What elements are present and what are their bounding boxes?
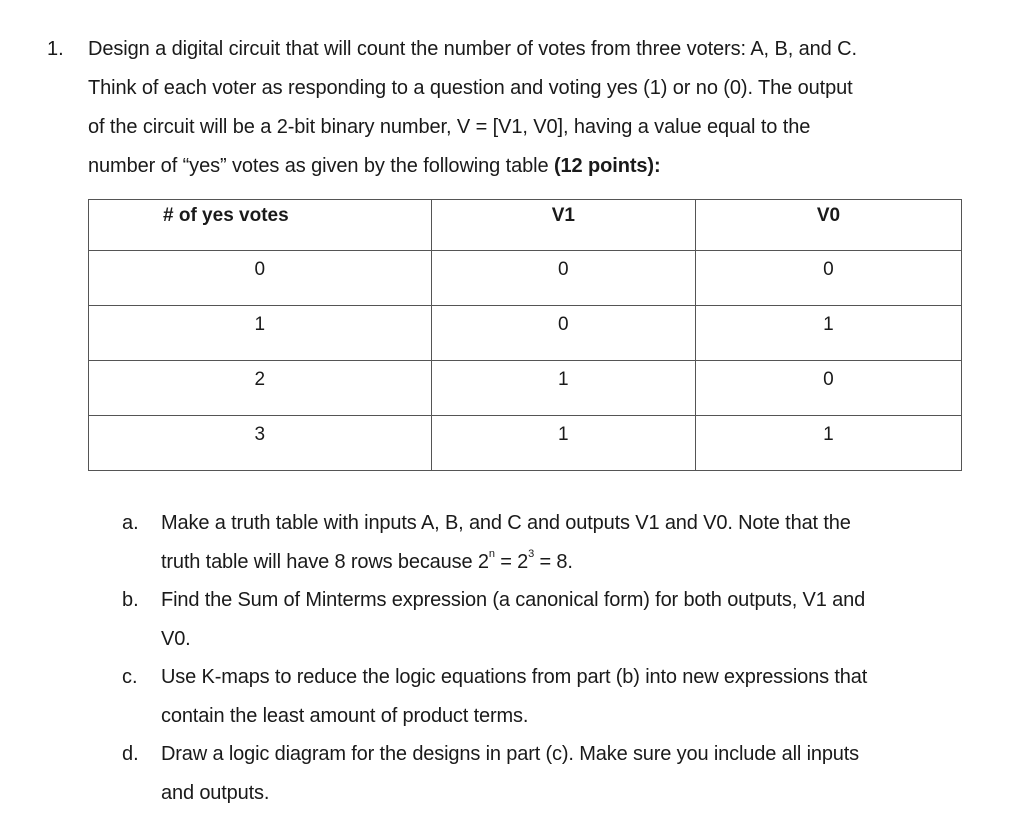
subpart-text	[161, 735, 972, 812]
subpart-a	[122, 504, 972, 581]
cell-v1: 0	[431, 306, 695, 361]
cell-v0: 0	[695, 251, 961, 306]
cell-v1: 0	[431, 251, 695, 306]
table-header-row	[89, 200, 962, 251]
cell-yes-votes: 2	[89, 361, 432, 416]
subpart-text	[161, 658, 972, 735]
subpart-line: and outputs.	[161, 781, 270, 804]
subpart-line: Find the Sum of Minterms expression (a canonical form) for both outputs, V1 and	[161, 589, 866, 611]
superscript: n	[488, 547, 495, 560]
subpart-line: contain the least amount of product terms.	[161, 704, 529, 727]
cell-v1: 1	[431, 361, 695, 416]
header-v0: V0	[695, 200, 961, 251]
subpart-line-text: = 8.	[534, 550, 573, 573]
subpart-text	[161, 504, 972, 581]
superscript: 3	[528, 547, 535, 560]
subpart-b	[122, 581, 972, 658]
question-number: 1.	[47, 38, 64, 60]
cell-yes-votes: 0	[89, 251, 432, 306]
subpart-line-text: = 2	[494, 550, 529, 573]
table-row	[89, 306, 962, 361]
question-line-2: Think of each voter as responding to a question and voting yes (1) or no (0). The output	[88, 77, 853, 99]
cell-yes-votes: 3	[89, 416, 432, 471]
subparts-list	[122, 504, 972, 812]
subpart-line	[161, 543, 972, 582]
table-row	[89, 251, 962, 306]
header-yes-votes: # of yes votes	[89, 200, 432, 251]
subpart-line: Use K-maps to reduce the logic equations from part (b) into new expressions that	[161, 666, 868, 688]
points-label: (12 points):	[553, 155, 661, 177]
subpart-line: Draw a logic diagram for the designs in part (c). Make sure you include all inputs	[161, 743, 860, 765]
cell-v0: 0	[695, 361, 961, 416]
subpart-c	[122, 658, 972, 735]
question-line-4	[88, 147, 968, 186]
subpart-d	[122, 735, 972, 812]
cell-v0: 1	[695, 306, 961, 361]
subpart-letter: b.	[122, 589, 139, 611]
subpart-letter: c.	[122, 666, 138, 688]
cell-v1: 1	[431, 416, 695, 471]
subpart-letter: a.	[122, 512, 139, 534]
votes-table	[88, 199, 962, 471]
table-row	[89, 416, 962, 471]
subpart-text	[161, 581, 972, 658]
question-line-4-text: number of “yes” votes as given by the following table	[88, 155, 554, 177]
subpart-line: V0.	[161, 627, 191, 650]
subpart-line-text: truth table will have 8 rows because 2	[161, 550, 489, 573]
cell-yes-votes: 1	[89, 306, 432, 361]
subpart-line: Make a truth table with inputs A, B, and C and outputs V1 and V0. Note that the	[161, 512, 851, 534]
question-text	[88, 30, 968, 186]
question-line-3: of the circuit will be a 2-bit binary number, V = [V1, V0], having a value equal to the	[88, 116, 811, 138]
subpart-letter: d.	[122, 743, 139, 765]
table-row	[89, 361, 962, 416]
cell-v0: 1	[695, 416, 961, 471]
question-line-1: Design a digital circuit that will count the number of votes from three voters: A, B, and C.	[88, 38, 857, 60]
header-v1: V1	[431, 200, 695, 251]
